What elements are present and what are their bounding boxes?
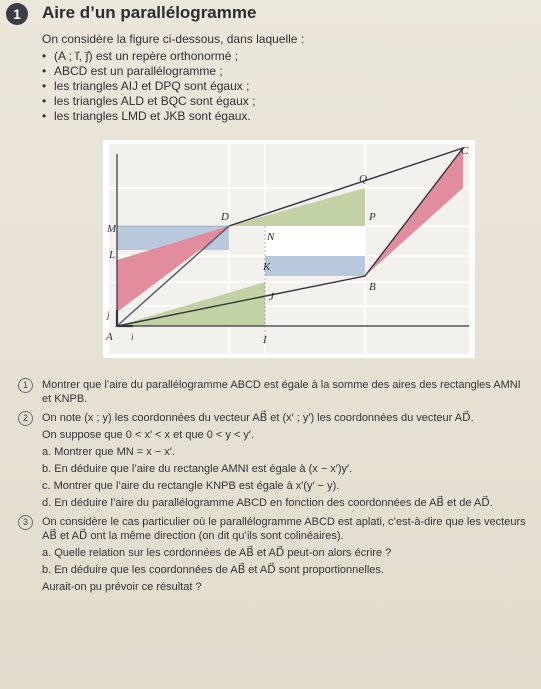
- exercise-number-badge: 1: [6, 3, 28, 25]
- intro-bullet-list: [42, 49, 522, 124]
- question-line: a. Montrer que MN = x − x′.: [42, 446, 175, 458]
- intro-bullet: • ABCD est un parallélogramme ;: [42, 64, 522, 79]
- intro-bullet: • (A ; i⃗, j⃗) est un repère orthonormé ;: [42, 49, 522, 64]
- question-line: On note (x ; y) les coordonnées du vecteur AB⃗ et (x′ ; y′) les coordonnées du vecteur AD⃗.: [42, 412, 474, 424]
- question-line: b. En déduire que l’aire du rectangle AMNI est égale à (x − x′)y′.: [42, 463, 353, 475]
- question-line: c. Montrer que l’aire du rectangle KNPB est égale à x′(y′ − y).: [42, 480, 340, 492]
- label-B: B: [369, 281, 376, 293]
- label-J: J: [269, 291, 274, 303]
- intro-lead: On considère la figure ci-dessous, dans laquelle :: [42, 32, 305, 46]
- label-M: M: [107, 223, 117, 235]
- blue-rectangle-middle: [265, 256, 365, 276]
- question-line: d. En déduire l’aire du parallélogramme ABCD en fonction des coordonnées de AB⃗ et de AD⃗.: [42, 497, 493, 509]
- label-i: i: [131, 332, 134, 342]
- label-A: A: [106, 331, 113, 343]
- question-2: [18, 411, 528, 510]
- label-K: K: [263, 261, 271, 273]
- question-3: [18, 515, 528, 594]
- question-line: On considère le cas particulier où le parallélogramme ABCD est aplati, c’est-à-dire que les vecteurs AB⃗ et AD⃗ ont la même direction (on dit qu’ils sont colinéaires).: [42, 516, 526, 542]
- question-1: [18, 378, 528, 406]
- question-line: a. Quelle relation sur les cordonnées de AB⃗ et AD⃗ peut-on alors écrire ?: [42, 547, 392, 559]
- label-L: L: [109, 249, 116, 261]
- question-number-badge: 2: [18, 411, 33, 426]
- questions-block: [18, 378, 528, 596]
- parallelogram-figure: [103, 140, 475, 358]
- intro-block: [42, 32, 522, 124]
- label-P: P: [369, 211, 376, 223]
- intro-bullet: • les triangles AIJ et DPQ sont égaux ;: [42, 79, 522, 94]
- label-I: I: [263, 334, 267, 346]
- label-Q: Q: [359, 173, 367, 185]
- question-number-badge: 1: [18, 378, 33, 393]
- label-N: N: [267, 231, 275, 243]
- rectangle-knpb-core: [265, 226, 365, 256]
- question-line: Aurait-on pu prévoir ce résultat ?: [42, 581, 202, 593]
- label-C: C: [461, 145, 469, 157]
- intro-bullet: • les triangles LMD et JKB sont égaux.: [42, 109, 522, 124]
- question-line: b. En déduire que les coordonnées de AB⃗ et AD⃗ sont proportionnelles.: [42, 564, 384, 576]
- question-line: Montrer que l’aire du parallélogramme ABCD est égale à la somme des aires des rectangles AMNI et KNPB.: [42, 379, 521, 405]
- question-line: On suppose que 0 < x′ < x et que 0 < y < y′.: [42, 429, 255, 441]
- margin-column: [0, 30, 18, 110]
- question-number-badge: 3: [18, 515, 33, 530]
- intro-bullet: • les triangles ALD et BQC sont égaux ;: [42, 94, 522, 109]
- label-j: j: [107, 310, 110, 320]
- exercise-title: Aire d’un parallélogramme: [42, 3, 257, 22]
- margin-mark: [0, 30, 18, 39]
- label-D: D: [221, 211, 229, 223]
